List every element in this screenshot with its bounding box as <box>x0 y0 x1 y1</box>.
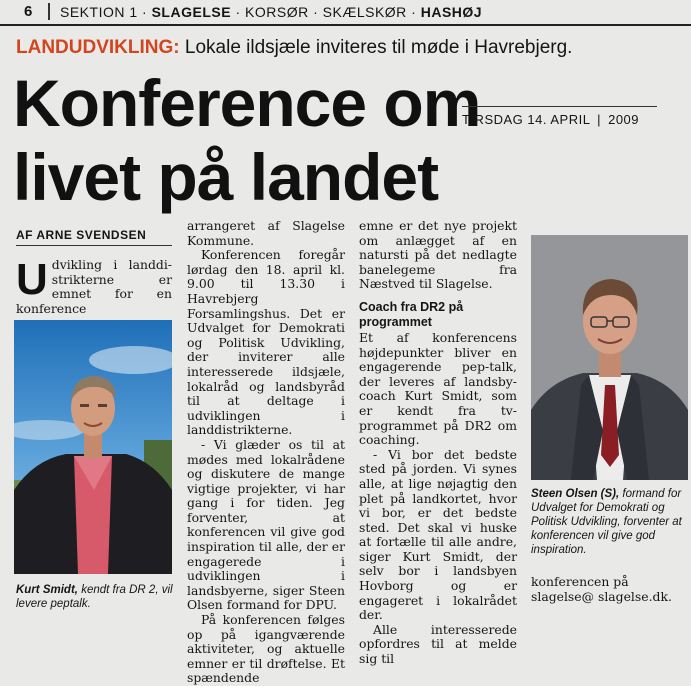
col2-paragraph-2: Konferencen foregår lørdag den 18. april kl. 9.00 til 13.30 i Havrebjerg Forsamlingshus. Det er Udvalget for Demokrati og Politisk Udvikling, der inviterer alle interesserede ildsjæle, lokalråd og landsbyråd til at deltage i udviklingen i landdistrikterne. <box>187 247 345 438</box>
town-hashoej: HASHØJ <box>420 4 483 20</box>
article-column-4: konferencen på slagelse@ slagelse.dk. <box>531 574 672 604</box>
lead-text: dvikling i landdi-strikterne er emnet for en konference <box>16 257 172 316</box>
kicker <box>16 37 572 59</box>
col3-intro: emne er det nye projekt om anlægget af en natursti på det nedlagte banelegeme fra Næstved til Slagelse. <box>359 218 517 292</box>
page-number: 6 <box>24 3 33 20</box>
article-column-2 <box>187 219 345 686</box>
article-column-3 <box>359 219 517 667</box>
photo-caption-kurt-smidt <box>16 583 176 611</box>
masthead-separator <box>48 3 50 20</box>
kicker-text: Lokale ildsjæle inviteres til møde i Havrebjerg. <box>184 37 573 58</box>
col3-paragraph-1: Et af konferencens højdepunkter bliver en engagerende pep-talk, der leveres af landsby-coach Kurt Smidt, som er kendt fra tv-programmet på DR2 om coaching. <box>359 329 517 448</box>
caption-text-kurt: kendt fra DR 2, vil levere peptalk. <box>16 584 173 610</box>
photo-caption-steen-olsen <box>531 487 689 557</box>
col2-paragraph-4: På konferencen følges op på igangværende aktiviteter, og aktuelle emner er til drøftelse. Et spændende <box>187 612 345 686</box>
photo-steen-olsen <box>531 235 688 480</box>
photo-kurt-smidt <box>14 320 172 574</box>
dateline: TIRSDAG 14. APRIL | 2009 <box>462 106 657 127</box>
town-slagelse: SLAGELSE <box>151 4 232 20</box>
col3-paragraph-3: Alle interesserede opfordres til at melde sig til <box>359 621 517 667</box>
kicker-label: LANDUDVIKLING: <box>16 37 180 58</box>
col3-paragraph-2: - Vi bor det bedste sted på jorden. Vi synes alle, at lige nøjagtig den plet på landkortet, hvor vi bor, er det bedste sted. Det skal vi huske at fortælle til alle andre, siger Kurt Smidt, der selv bor i landsbyen Hovborg og er engageret i lokalrådet der. <box>359 446 517 623</box>
caption-name-kurt: Kurt Smidt, <box>16 584 78 596</box>
caption-name-steen: Steen Olsen (S), <box>531 488 620 500</box>
dateline-year: 2009 <box>608 112 640 127</box>
photo-kurt-smidt-image <box>14 320 172 574</box>
subheading-coach: Coach fra DR2 på programmet <box>359 299 464 329</box>
photo-steen-olsen-image <box>531 235 688 480</box>
headline-line-2: livet på landet <box>13 140 439 214</box>
headline <box>13 66 480 214</box>
section-label: SEKTION 1 <box>60 4 138 20</box>
town-skaelskoer: SKÆLSKØR <box>322 4 407 20</box>
headline-line-1: Konference om <box>13 66 481 140</box>
col2-paragraph-1: arrangeret af Slagelse Kommune. <box>187 218 345 248</box>
col2-paragraph-3: - Vi glæder os til at mødes med lokalrådene og diskutere de mange vigtige projekter, vi har gang i for tiden. Jeg forventer, at konferencen vil give god inspiration til alle, der er engagerede i udviklingen i landsbyerne, siger Steen Olsen formand for DPU. <box>187 436 345 613</box>
section-line: SEKTION 1 · SLAGELSE · KORSØR · SKÆLSKØR · HASHØJ <box>60 4 483 20</box>
town-korsoer: KORSØR <box>245 4 309 20</box>
article-column-1 <box>16 255 172 316</box>
byline: AF ARNE SVENDSEN <box>16 228 172 246</box>
dateline-date: TIRSDAG 14. APRIL <box>462 112 590 127</box>
dropcap: U <box>16 255 48 304</box>
caption-text-steen: formand for Udvalget for Demokrati og Politisk Udvikling, forventer at konferencen vil give god inspiration. <box>531 488 682 556</box>
